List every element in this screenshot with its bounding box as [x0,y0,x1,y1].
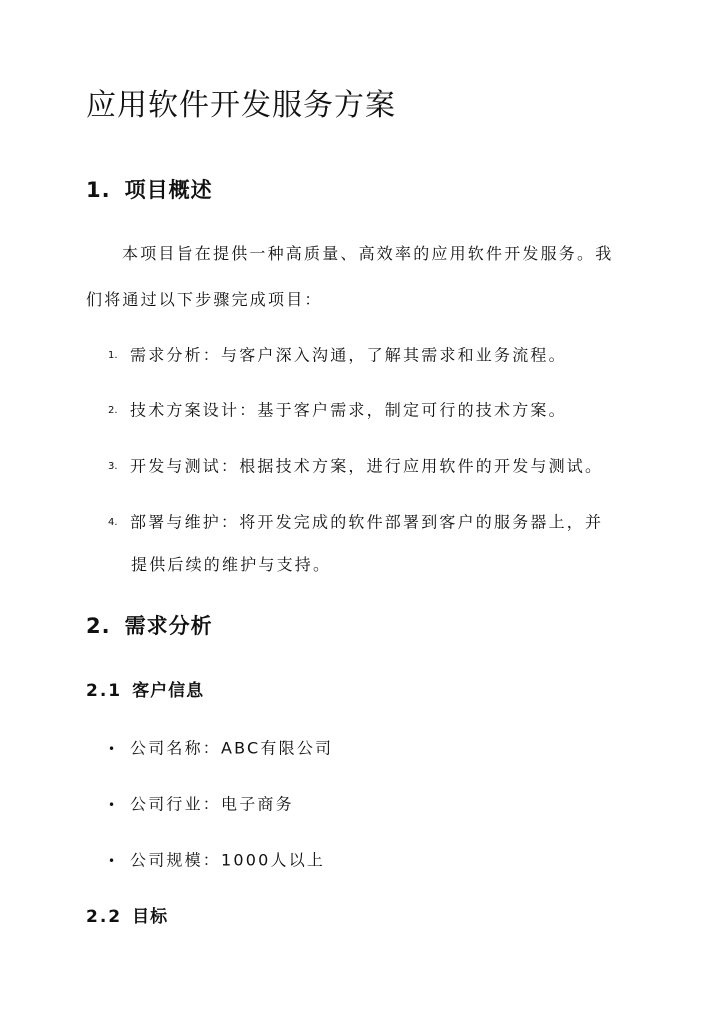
step-text: 需求分析：与客户深入沟通，了解其需求和业务流程。 [130,345,567,365]
section-2-heading [86,612,213,640]
section-2-number: 2. [86,614,111,638]
step-text: 技术方案设计：基于客户需求，制定可行的技术方案。 [130,400,567,420]
bullet-icon: • [108,853,116,868]
step-text: 部署与维护：将开发完成的软件部署到客户的服务器上，并 [130,512,604,532]
list-item-company-size [108,849,325,872]
step-item-1 [108,344,567,367]
step-item-4 [108,511,603,534]
subsection-2-1-heading [86,679,204,703]
list-item-company-industry [108,793,294,816]
subsection-2-2-number: 2.2 [86,907,123,927]
intro-paragraph-line-1: 本项目旨在提供一种高质量、高效率的应用软件开发服务。我 [122,244,614,263]
bullet-icon: • [108,797,116,812]
step-text: 开发与测试：根据技术方案，进行应用软件的开发与测试。 [130,456,604,476]
step-number: 1. [108,349,118,361]
step-item-4-continuation: 提供后续的维护与支持。 [131,555,332,574]
list-item-text: 公司行业：电子商务 [130,794,294,814]
section-2-title: 需求分析 [124,614,213,638]
list-item-text: 公司规模：1000人以上 [130,850,326,870]
section-1-title: 项目概述 [124,178,213,202]
list-item-text: 公司名称：ABC有限公司 [130,738,334,758]
list-item-company-name [108,737,333,760]
section-1-number: 1. [86,178,111,202]
step-item-3 [108,455,603,478]
subsection-2-2-heading [86,905,168,929]
subsection-2-1-title: 客户信息 [132,681,205,701]
step-number: 3. [108,460,118,472]
section-1-heading [86,176,213,204]
step-number: 2. [108,404,118,416]
step-number: 4. [108,516,118,528]
bullet-icon: • [108,741,116,756]
subsection-2-2-title: 目标 [132,907,169,927]
subsection-2-1-number: 2.1 [86,681,123,701]
intro-paragraph-line-2: 们将通过以下步骤完成项目： [86,290,323,309]
step-item-2 [108,399,567,422]
document-title: 应用软件开发服务方案 [86,88,396,123]
